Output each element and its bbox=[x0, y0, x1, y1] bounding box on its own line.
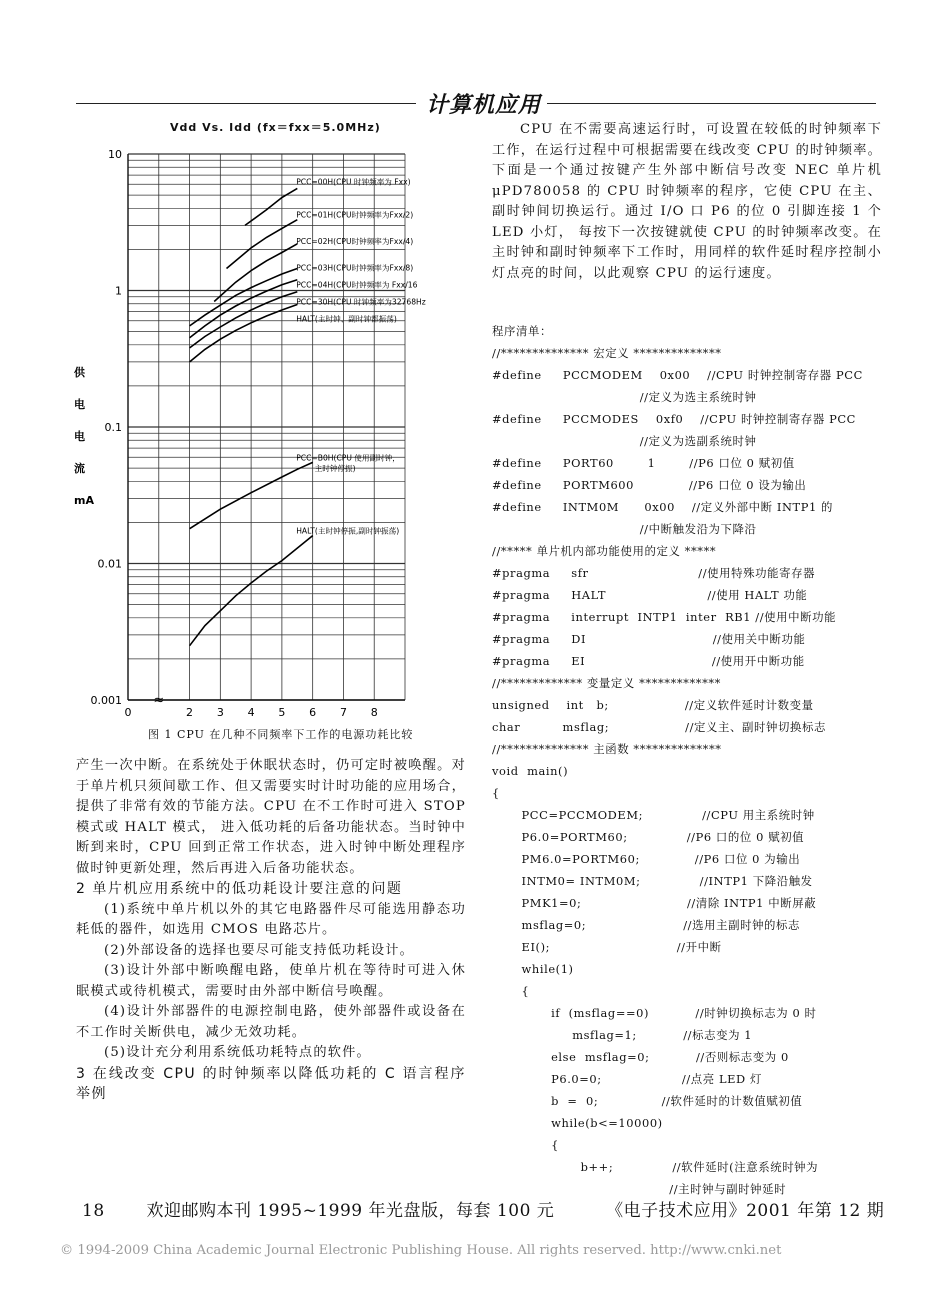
code-line: #define PCCMODEM 0x00 //CPU 时钟控制寄存器 PCC bbox=[492, 368, 863, 382]
body-paragraph: (1)系统中单片机以外的其它电路器件尽可能选用静态功耗低的器件，如选用 CMOS 电路芯片。 bbox=[76, 901, 466, 937]
series-line bbox=[227, 220, 298, 269]
code-line: //中断触发沿为下降沿 bbox=[492, 522, 757, 536]
power-consumption-chart bbox=[60, 130, 480, 730]
code-line: 程序清单： bbox=[492, 324, 552, 338]
code-line: { bbox=[492, 1138, 559, 1152]
x-tick-label: 8 bbox=[370, 706, 378, 719]
series-label: HALT(主时钟停振,副时钟振荡) bbox=[296, 526, 400, 536]
body-paragraph: (5)设计充分利用系统低功耗特点的软件。 bbox=[104, 1045, 371, 1060]
code-listing bbox=[492, 320, 892, 1200]
axis-break-mark: ≈ bbox=[153, 693, 165, 708]
y-axis-label-char: mA bbox=[74, 494, 94, 507]
code-line: INTM0= INTM0M; //INTP1 下降沿触发 bbox=[492, 874, 813, 888]
code-line: //定义为选主系统时钟 bbox=[492, 390, 757, 404]
chart-title: Vdd Vs. Idd (fx＝fxx＝5.0MHz) bbox=[170, 121, 381, 134]
code-line: EI(); //开中断 bbox=[492, 940, 722, 954]
code-line: #pragma DI //使用关中断功能 bbox=[492, 632, 806, 646]
code-line: #pragma EI //使用开中断功能 bbox=[492, 654, 805, 668]
figure-caption: 图 1 CPU 在几种不同频率下工作的电源功耗比较 bbox=[148, 728, 414, 741]
x-tick-label: 6 bbox=[309, 706, 317, 719]
body-paragraph: 产生一次中断。在系统处于休眠状态时，仍可定时被唤醒。对于单片机只须间歇工作、但又需要实时计时功能的应用场合，提供了非常有效的节能方法。CPU 在不工作时可进入 STOP 模式或 HALT 模式， 进入低功耗的后备功能状态。当时钟中断到来时，CPU 回到正常工作状态，进入时钟中断处理程序做时钟更新处理，然后再进入后备功能状态。 bbox=[76, 758, 466, 876]
code-line: //************** 宏定义 ************** bbox=[492, 346, 722, 360]
y-tick-label: 0.1 bbox=[104, 421, 122, 434]
header-rule-left bbox=[76, 103, 416, 104]
code-line: while(b<=10000) bbox=[492, 1116, 663, 1130]
code-line: while(1) bbox=[492, 962, 574, 976]
series-label: HALT(主时钟、副时钟都振荡) bbox=[296, 314, 397, 324]
code-line: P6.0=0; //点亮 LED 灯 bbox=[492, 1072, 762, 1086]
code-line: #define PORTM600 //P6 口位 0 设为输出 bbox=[492, 478, 807, 492]
y-axis-label-char: 电 bbox=[74, 430, 85, 443]
y-tick-label: 0.01 bbox=[97, 557, 122, 571]
x-tick-label: 3 bbox=[216, 706, 224, 719]
y-axis-label-char: 流 bbox=[74, 462, 85, 475]
body-paragraph: (4)设计外部器件的电源控制电路，使外部器件或设备在不工作时关断供电，减少无效功耗。 bbox=[76, 1004, 466, 1040]
series-label: PCC=B0H(CPU 使用副时钟， bbox=[296, 453, 400, 463]
code-line: if (msflag==0) //时钟切换标志为 0 时 bbox=[492, 1006, 817, 1020]
code-line: PCC=PCCMODEM; //CPU 用主系统时钟 bbox=[492, 808, 815, 822]
y-tick-label: 0.001 bbox=[90, 694, 122, 707]
code-line: #pragma sfr //使用特殊功能寄存器 bbox=[492, 566, 816, 580]
code-line: PM6.0=PORTM60; //P6 口位 0 为输出 bbox=[492, 852, 801, 866]
code-line: //************** 主函数 ************** bbox=[492, 742, 722, 756]
footer-advert: 欢迎邮购本刊 1995~1999 年光盘版，每套 100 元 bbox=[146, 1201, 555, 1221]
body-paragraph: (3)设计外部中断唤醒电路，使单片机在等待时可进入休眠模式或待机模式，需要时由外部中断信号唤醒。 bbox=[76, 963, 466, 999]
series-label: PCC=00H(CPU 时钟频率为 Fxx) bbox=[296, 177, 411, 187]
series-line bbox=[190, 292, 298, 348]
section-title: 计算机应用 bbox=[420, 88, 547, 119]
x-tick-label: 5 bbox=[278, 706, 286, 719]
series-label: PCC=03H(CPU时钟频率为Fxx/8) bbox=[296, 263, 414, 273]
code-line: #define PORT60 1 //P6 口位 0 赋初值 bbox=[492, 456, 795, 470]
code-line: char msflag; //定义主、副时钟切换标志 bbox=[492, 720, 826, 734]
code-line: //定义为选副系统时钟 bbox=[492, 434, 757, 448]
page-number: 18 bbox=[82, 1201, 105, 1221]
y-axis-label-char: 电 bbox=[74, 398, 85, 411]
code-line: void main() bbox=[492, 764, 569, 778]
code-line: msflag=1; //标志变为 1 bbox=[492, 1028, 753, 1042]
code-line: #define INTM0M 0x00 //定义外部中断 INTP1 的 bbox=[492, 500, 834, 514]
y-tick-label: 1 bbox=[115, 284, 122, 298]
code-line: b = 0; //软件延时的计数值赋初值 bbox=[492, 1094, 803, 1108]
code-line: #pragma HALT //使用 HALT 功能 bbox=[492, 588, 808, 602]
series-label: PCC=04H(CPU时钟频率为 Fxx/16 bbox=[296, 280, 418, 290]
copyright-notice: © 1994-2009 China Academic Journal Electronic Publishing House. All rights reserved. http://www.cnki.net bbox=[60, 1243, 782, 1258]
code-line: //主时钟与副时钟延时 bbox=[492, 1182, 787, 1196]
code-line: b++; //软件延时(注意系统时钟为 bbox=[492, 1160, 819, 1174]
code-line: else msflag=0; //否则标志变为 0 bbox=[492, 1050, 789, 1064]
x-tick-label: 0 bbox=[124, 706, 132, 719]
series-line bbox=[245, 188, 297, 225]
x-tick-label: 2 bbox=[186, 706, 194, 719]
code-line: msflag=0; //选用主副时钟的标志 bbox=[492, 918, 801, 932]
footer bbox=[82, 1196, 884, 1221]
code-line: //************* 变量定义 ************* bbox=[492, 676, 721, 690]
code-line: #define PCCMODES 0xf0 //CPU 时钟控制寄存器 PCC bbox=[492, 412, 856, 426]
code-line: P6.0=PORTM60; //P6 口的位 0 赋初值 bbox=[492, 830, 805, 844]
code-line: #pragma interrupt INTP1 inter RB1 //使用中断功能 bbox=[492, 610, 837, 624]
left-column-text bbox=[76, 756, 466, 1105]
x-tick-label: 7 bbox=[339, 706, 347, 719]
series-line bbox=[190, 280, 298, 338]
code-line: PMK1=0; //清除 INTP1 中断屏蔽 bbox=[492, 896, 817, 910]
x-tick-label: 4 bbox=[247, 706, 255, 719]
body-paragraph: (2)外部设备的选择也要尽可能支持低功耗设计。 bbox=[104, 942, 415, 958]
footer-journal: 《电子技术应用》2001 年第 12 期 bbox=[606, 1201, 885, 1221]
y-tick-label: 10 bbox=[108, 148, 122, 161]
section-heading: 2 单片机应用系统中的低功耗设计要注意的问题 bbox=[76, 881, 403, 897]
code-line: unsigned int b; //定义软件延时计数变量 bbox=[492, 698, 814, 712]
y-axis-label-char: 供 bbox=[74, 366, 85, 379]
series-label: PCC=02H(CPU时钟频率为Fxx/4) bbox=[296, 236, 414, 246]
series-label: PCC=01H(CPU时钟频率为Fxx/2) bbox=[296, 210, 414, 220]
code-line: { bbox=[492, 786, 500, 800]
right-intro-paragraph: CPU 在不需要高速运行时，可设置在较低的时钟频率下工作，在运行过程中可根据需要在线改变 CPU 的时钟频率。下面是一个通过按键产生外部中断信号改变 NEC 单片机 μPD780058 的 CPU 时钟频率的程序，它使 CPU 在主、副时钟间切换运行。通过 I/O 口 P6 的位 0 引脚连接 1 个 LED 小灯， 每按下一次按键就使 CPU 的时钟频率改变。在主时钟和副时钟频率下工作时，用同样的软件延时程序控制小灯点亮的时间，以此观察 CPU 的运行速度。 bbox=[492, 122, 882, 281]
series-label: PCC=30H(CPU 时钟频率为32768Hz bbox=[296, 297, 426, 307]
code-line: { bbox=[492, 984, 530, 998]
series-label: 主时钟停振) bbox=[314, 464, 356, 474]
header-rule-right bbox=[540, 103, 876, 104]
code-line: //***** 单片机内部功能使用的定义 ***** bbox=[492, 544, 717, 558]
section-heading: 3 在线改变 CPU 的时钟频率以降低功耗的 C 语言程序举例 bbox=[76, 1065, 466, 1102]
